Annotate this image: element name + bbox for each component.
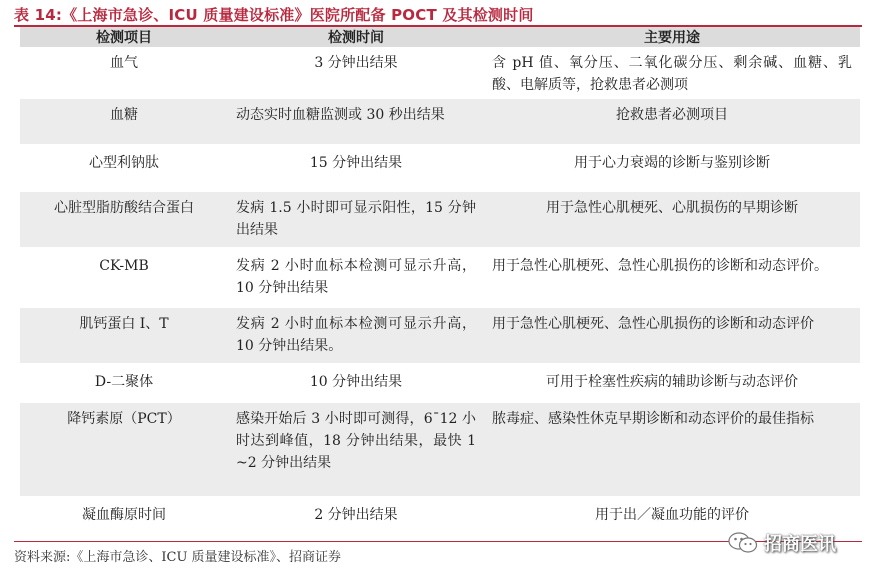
item-cell: CK-MB: [20, 249, 228, 307]
item-cell: 血气: [20, 47, 228, 98]
time-cell: 动态实时血糖监测或 30 秒出结果: [228, 98, 484, 146]
table-row: [20, 146, 860, 191]
poct-table: [20, 27, 860, 539]
table-row: [20, 365, 860, 402]
use-cell: 含 pH 值、氧分压、二氧化碳分压、剩余碱、血糖、乳酸、电解质等，抢救患者必测项: [484, 47, 860, 98]
watermark-text: 招商医讯: [764, 534, 836, 555]
table-header-row: [20, 27, 860, 47]
table-row: [20, 98, 860, 146]
use-cell: 用于急性心肌梗死、急性心肌损伤的诊断和动态评价。: [484, 249, 860, 307]
table-row: [20, 47, 860, 98]
watermark: [728, 528, 868, 558]
item-cell: 肌钙蛋白 I、T: [20, 307, 228, 365]
wechat-icon: [728, 531, 758, 555]
item-cell: 心脏型脂肪酸结合蛋白: [20, 191, 228, 249]
column-header-use: 主要用途: [484, 27, 860, 47]
time-cell: 3 分钟出结果: [228, 47, 484, 98]
source-note: 资料来源:《上海市急诊、ICU 质量建设标准》、招商证券: [14, 550, 342, 565]
item-cell: 血糖: [20, 98, 228, 146]
time-cell: 发病 2 小时血标本检测可显示升高，10 分钟出结果。: [228, 307, 484, 365]
time-cell: 10 分钟出结果: [228, 365, 484, 402]
table-row: [20, 307, 860, 365]
table-title: 表 14:《上海市急诊、ICU 质量建设标准》医院所配备 POCT 及其检测时间: [14, 6, 534, 24]
use-cell: 用于急性心肌梗死、心肌损伤的早期诊断: [484, 191, 860, 249]
use-cell: 用于心力衰竭的诊断与鉴别诊断: [484, 146, 860, 191]
use-cell: 用于出／凝血功能的评价: [484, 498, 860, 538]
use-cell: 脓毒症、感染性休克早期诊断和动态评价的最佳指标: [484, 402, 860, 498]
use-cell: 用于急性心肌梗死、急性心肌损伤的诊断和动态评价: [484, 307, 860, 365]
item-cell: 降钙素原（PCT）: [20, 402, 228, 498]
table-row: [20, 191, 860, 249]
time-cell: 发病 2 小时血标本检测可显示升高，10 分钟出结果: [228, 249, 484, 307]
item-cell: 凝血酶原时间: [20, 498, 228, 538]
use-cell: 抢救患者必测项目: [484, 98, 860, 146]
time-cell: 感染开始后 3 小时即可测得，6¯12 小时达到峰值，18 分钟出结果，最快 1 ~2 分钟出结果: [228, 402, 484, 498]
time-cell: 发病 1.5 小时即可显示阳性，15 分钟出结果: [228, 191, 484, 249]
column-header-time: 检测时间: [228, 27, 484, 47]
use-cell: 可用于栓塞性疾病的辅助诊断与动态评价: [484, 365, 860, 402]
time-cell: 2 分钟出结果: [228, 498, 484, 538]
item-cell: 心型利钠肽: [20, 146, 228, 191]
time-cell: 15 分钟出结果: [228, 146, 484, 191]
table-row: [20, 249, 860, 307]
table-row: [20, 402, 860, 498]
item-cell: D-二聚体: [20, 365, 228, 402]
column-header-item: 检测项目: [20, 27, 228, 47]
